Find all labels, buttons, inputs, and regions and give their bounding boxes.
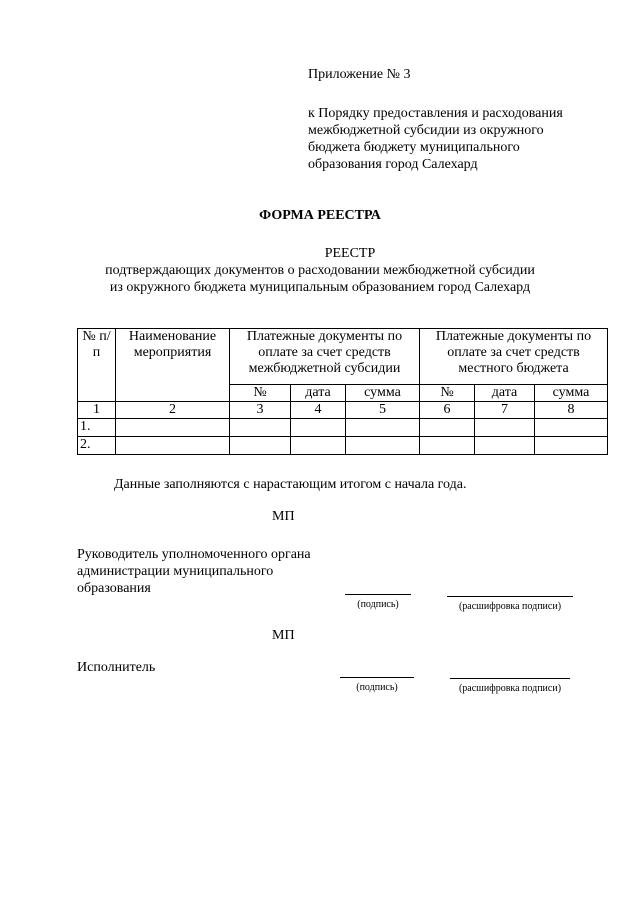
table-cell xyxy=(346,437,420,455)
fill-note: Данные заполняются с нарастающим итогом с начала года. xyxy=(114,477,467,492)
appendix-block xyxy=(308,66,563,173)
table-cell xyxy=(346,419,420,437)
head-signatory-label xyxy=(77,546,311,597)
sub-header-sum: сумма xyxy=(535,385,608,402)
index-cell: 5 xyxy=(346,402,420,419)
decoding-line xyxy=(447,596,573,597)
table-cell xyxy=(116,419,230,437)
stamp-place-label: МП xyxy=(272,628,295,643)
table-cell xyxy=(291,419,346,437)
index-cell: 6 xyxy=(420,402,475,419)
index-cell: 8 xyxy=(535,402,608,419)
decoding-caption: (расшифровка подписи) xyxy=(458,683,562,694)
table-cell xyxy=(116,437,230,455)
sub-header-date: дата xyxy=(291,385,346,402)
group-header-subsidy: Платежные документы по оплате за счет средств межбюджетной субсидии xyxy=(230,329,420,385)
signature-caption: (подпись) xyxy=(356,682,398,693)
appendix-line: межбюджетной субсидии из окружного xyxy=(308,123,544,138)
table-cell xyxy=(475,437,535,455)
decoding-caption: (расшифровка подписи) xyxy=(458,601,562,612)
appendix-line: к Порядку предоставления и расходования xyxy=(308,106,563,121)
appendix-line: образования город Салехард xyxy=(308,157,478,172)
table-cell xyxy=(535,419,608,437)
stamp-place-label: МП xyxy=(272,509,295,524)
row-number: 2. xyxy=(78,437,116,455)
index-row xyxy=(78,402,608,419)
index-cell: 3 xyxy=(230,402,291,419)
head-line: администрации муниципального xyxy=(77,564,274,579)
registry-subtitle-line: из окружного бюджета муниципальным образованием город Салехард xyxy=(109,280,531,295)
col-header-name: Наименование мероприятия xyxy=(116,329,230,402)
decoding-line xyxy=(450,678,570,679)
table-cell xyxy=(291,437,346,455)
table-cell xyxy=(535,437,608,455)
table-cell xyxy=(230,419,291,437)
table-cell xyxy=(475,419,535,437)
registry-title: РЕЕСТР xyxy=(324,246,376,261)
sub-header-date: дата xyxy=(475,385,535,402)
table-cell xyxy=(420,419,475,437)
appendix-title: Приложение № 3 xyxy=(308,67,411,82)
sub-header-sum: сумма xyxy=(346,385,420,402)
sub-header-number: № xyxy=(420,385,475,402)
group-header-local: Платежные документы по оплате за счет средств местного бюджета xyxy=(420,329,608,385)
sub-header-number: № xyxy=(230,385,291,402)
signature-line xyxy=(340,677,414,678)
table-cell xyxy=(230,437,291,455)
table-row xyxy=(78,419,608,437)
table-row xyxy=(78,437,608,455)
head-line: Руководитель уполномоченного органа xyxy=(77,547,311,562)
appendix-line: бюджета бюджету муниципального xyxy=(308,140,520,155)
signature-caption: (подпись) xyxy=(357,599,399,610)
table-cell xyxy=(420,437,475,455)
form-title: ФОРМА РЕЕСТРА xyxy=(259,208,381,223)
index-cell: 2 xyxy=(116,402,230,419)
row-number: 1. xyxy=(78,419,116,437)
index-cell: 4 xyxy=(291,402,346,419)
signature-line xyxy=(345,594,411,595)
head-line: образования xyxy=(77,581,151,596)
col-header-number: № п/п xyxy=(78,329,116,402)
index-cell: 7 xyxy=(475,402,535,419)
registry-table xyxy=(77,328,608,455)
registry-title-block xyxy=(0,245,640,296)
registry-subtitle-line: подтверждающих документов о расходовании межбюджетной субсидии xyxy=(105,263,535,278)
executor-label: Исполнитель xyxy=(77,660,156,675)
index-cell: 1 xyxy=(78,402,116,419)
